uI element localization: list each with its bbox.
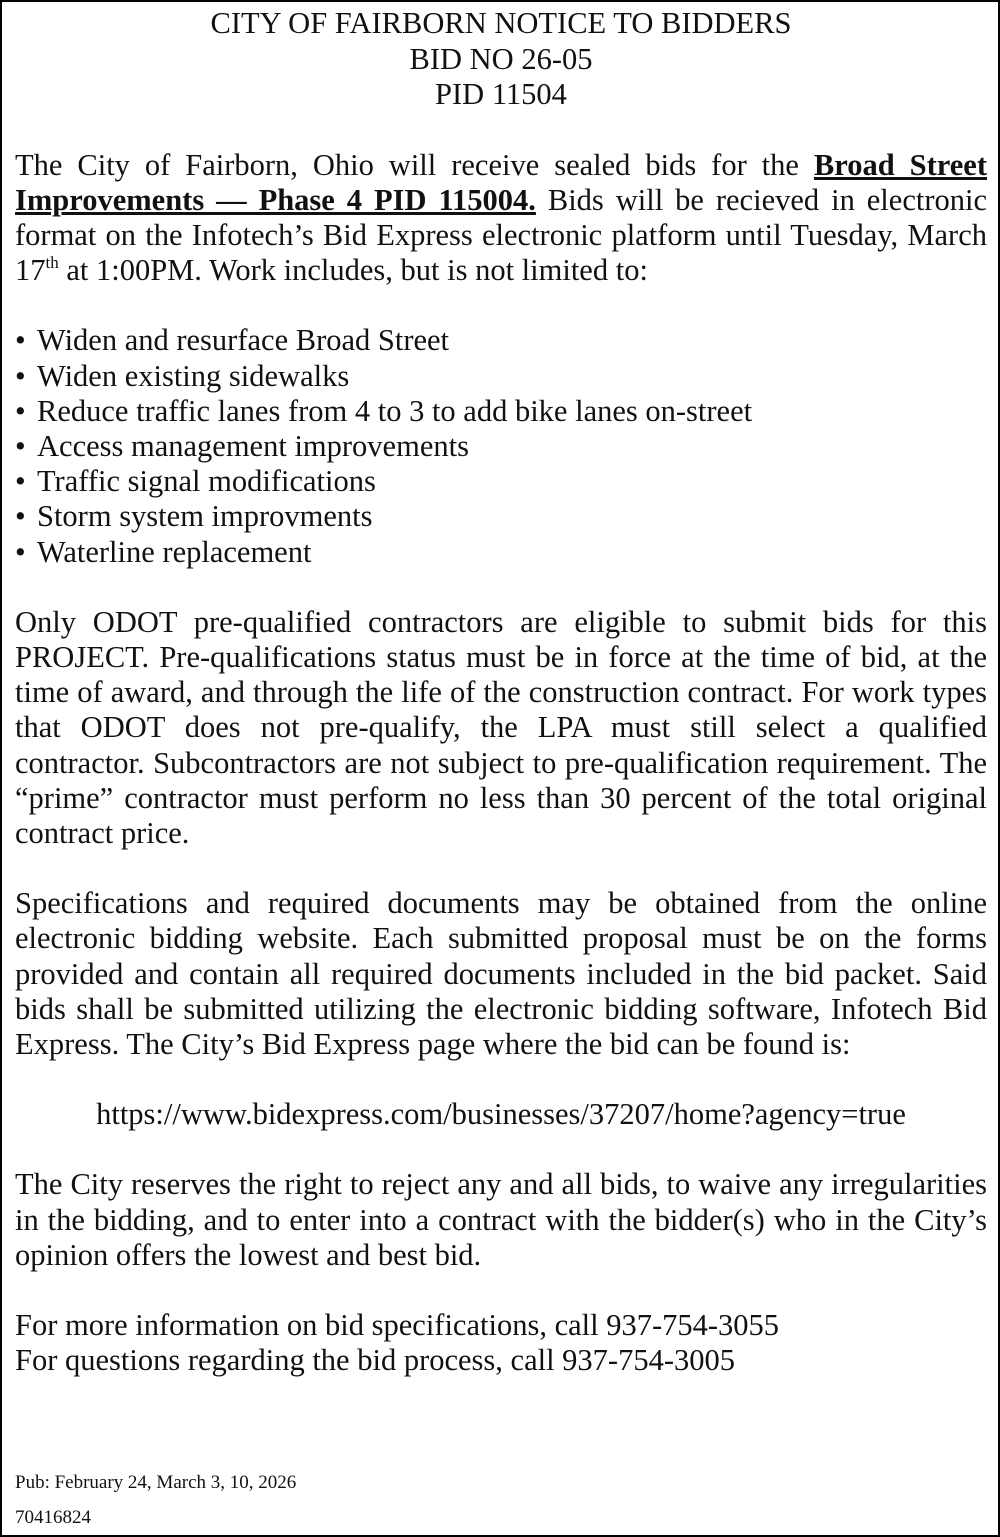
contact-info bbox=[15, 1308, 987, 1378]
list-item: • Waterline replacement bbox=[15, 535, 987, 570]
date-suffix: th bbox=[45, 253, 59, 273]
list-item: • Widen existing sidewalks bbox=[15, 359, 987, 394]
list-item: • Traffic signal modifications bbox=[15, 464, 987, 499]
specs-contact-line: For more information on bid specifications, call 937-754-3055 bbox=[15, 1307, 780, 1342]
notice-header bbox=[15, 6, 987, 113]
notice-title: CITY OF FAIRBORN NOTICE TO BIDDERS bbox=[210, 6, 792, 40]
pid-number: PID 11504 bbox=[435, 77, 567, 111]
ad-id: 70416824 bbox=[15, 1507, 91, 1528]
spacer bbox=[15, 288, 987, 323]
bid-number: BID NO 26-05 bbox=[409, 41, 593, 76]
list-item: • Widen and resurface Broad Street bbox=[15, 323, 987, 358]
rights-paragraph: The City reserves the right to reject any and all bids, to waive any irregularities in the bidding, and to enter into a contract with the bidder(s) who in the City’s opinion offers the lowest and best bid. bbox=[15, 1167, 987, 1272]
list-item: • Reduce traffic lanes from 4 to 3 to add bike lanes on-street bbox=[15, 394, 987, 429]
spacer bbox=[15, 1273, 987, 1308]
eligibility-paragraph: Only ODOT pre-qualified contractors are eligible to submit bids for this PROJECT. Pre-qualifications status must be in force at the time of bid, at the time of award, and through the life of the construction contract. For work types that ODOT does not pre-qualify, the LPA must still select a qualified contractor. Subcontractors are not subject to pre-qualification requirement. The “prime” contractor must perform no less than 30 percent of the total original contract price. bbox=[15, 604, 987, 850]
intro-lead: The City of Fairborn, Ohio will receive sealed bids for the bbox=[15, 147, 814, 182]
spacer bbox=[15, 570, 987, 605]
spacer bbox=[15, 113, 987, 148]
project-name: Broad Street Improvements — Phase 4 PID 115004. bbox=[15, 147, 987, 217]
intro-body: Bids will be recieved in electronic format on the Infotech’s Bid Express electronic platform until Tuesday, March 17 bbox=[15, 182, 987, 288]
list-item: • Access management improvements bbox=[15, 429, 987, 464]
intro-paragraph bbox=[15, 148, 987, 289]
spacer bbox=[15, 851, 987, 886]
publication-dates: Pub: February 24, March 3, 10, 2026 bbox=[15, 1472, 297, 1493]
process-contact-line: For questions regarding the bid process, call 937-754-3005 bbox=[15, 1343, 735, 1378]
work-items-list bbox=[15, 323, 987, 569]
spacer bbox=[15, 1132, 987, 1167]
intro-tail: at 1:00PM. Work includes, but is not limited to: bbox=[58, 253, 648, 288]
list-item: • Storm system improvments bbox=[15, 499, 987, 534]
spacer bbox=[15, 1062, 987, 1097]
specifications-paragraph: Specifications and required documents may be obtained from the online electronic bidding website. Each submitted proposal must be on the forms provided and contain all required documents included in the bid packet. Said bids shall be submitted utilizing the electronic bidding software, Infotech Bid Express. The City’s Bid Express page where the bid can be found is: bbox=[15, 886, 987, 1061]
bid-express-url: https://www.bidexpress.com/businesses/37207/home?agency=true bbox=[96, 1097, 906, 1132]
